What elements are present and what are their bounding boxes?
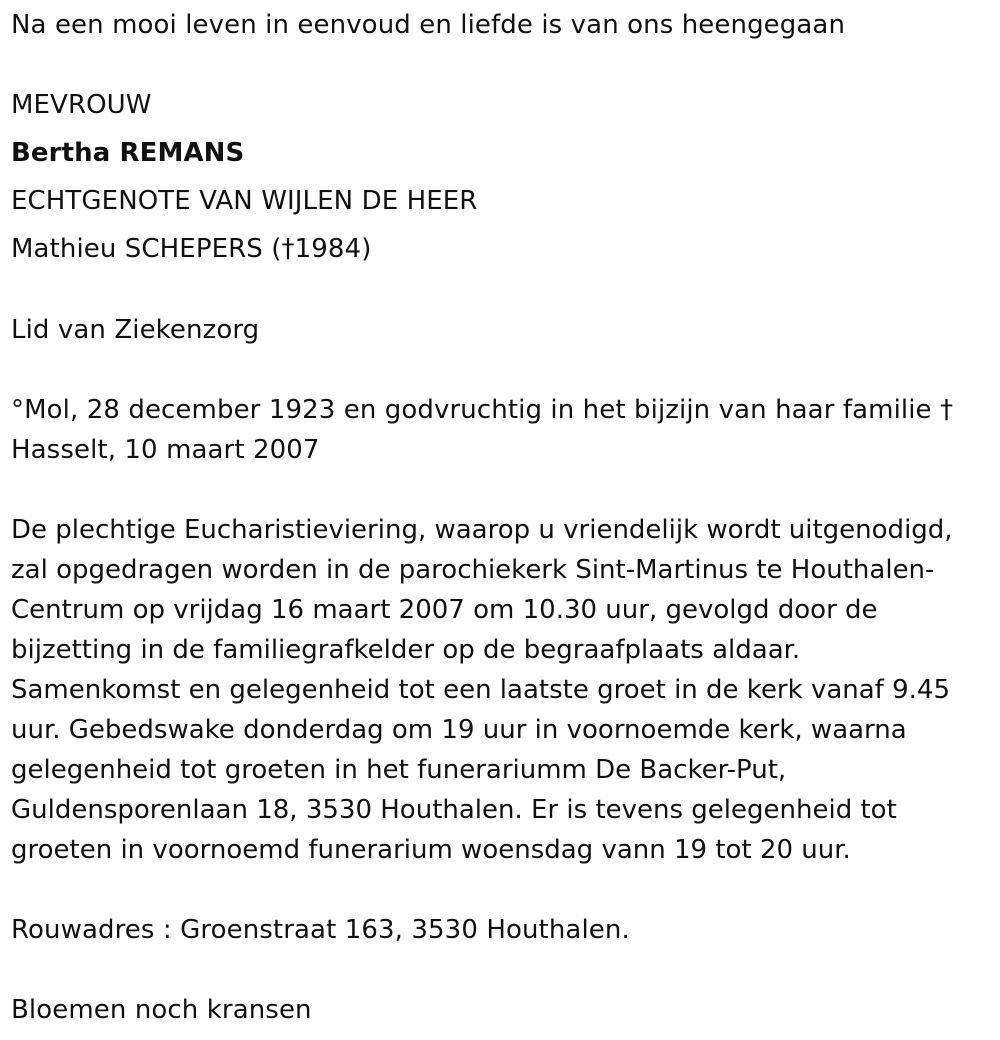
membership: Lid van Ziekenzorg: [11, 315, 260, 345]
title-prefix: MEVROUW: [11, 90, 152, 120]
birth-death-line-2: Hasselt, 10 maart 2007: [11, 435, 320, 465]
birth-death-line-1: °Mol, 28 december 1923 en godvruchtig in het bijzijn van haar familie †: [11, 395, 954, 425]
ceremony-line: Centrum op vrijdag 16 maart 2007 om 10.30 uur, gevolgd door de: [11, 595, 878, 625]
flowers-note: Bloemen noch kransen: [11, 995, 312, 1025]
ceremony-line: bijzetting in de familiegrafkelder op de begraafplaats aldaar.: [11, 635, 801, 665]
ceremony-line: uur. Gebedswake donderdag om 19 uur in voornoemde kerk, waarna: [11, 715, 907, 745]
spouse-name: Mathieu SCHEPERS (†1984): [11, 234, 372, 264]
deceased-name: Bertha REMANS: [11, 138, 245, 168]
ceremony-line: De plechtige Eucharistieviering, waarop u vriendelijk wordt uitgenodigd,: [11, 515, 953, 545]
spouse-label: ECHTGENOTE VAN WIJLEN DE HEER: [11, 186, 478, 216]
ceremony-paragraph: [11, 510, 983, 870]
ceremony-line: Samenkomst en gelegenheid tot een laatste groet in de kerk vanaf 9.45: [11, 675, 950, 705]
ceremony-line: zal opgedragen worden in de parochiekerk Sint-Martinus te Houthalen-: [11, 555, 935, 585]
ceremony-line: groeten in voornoemd funerarium woensdag vann 19 tot 20 uur.: [11, 835, 851, 865]
mourning-address: Rouwadres : Groenstraat 163, 3530 Houthalen.: [11, 915, 630, 945]
ceremony-line: gelegenheid tot groeten in het funerariumm De Backer-Put,: [11, 755, 787, 785]
intro-line: Na een mooi leven in eenvoud en liefde is van ons heengegaan: [11, 10, 846, 40]
ceremony-line: Guldensporenlaan 18, 3530 Houthalen. Er is tevens gelegenheid tot: [11, 795, 897, 825]
